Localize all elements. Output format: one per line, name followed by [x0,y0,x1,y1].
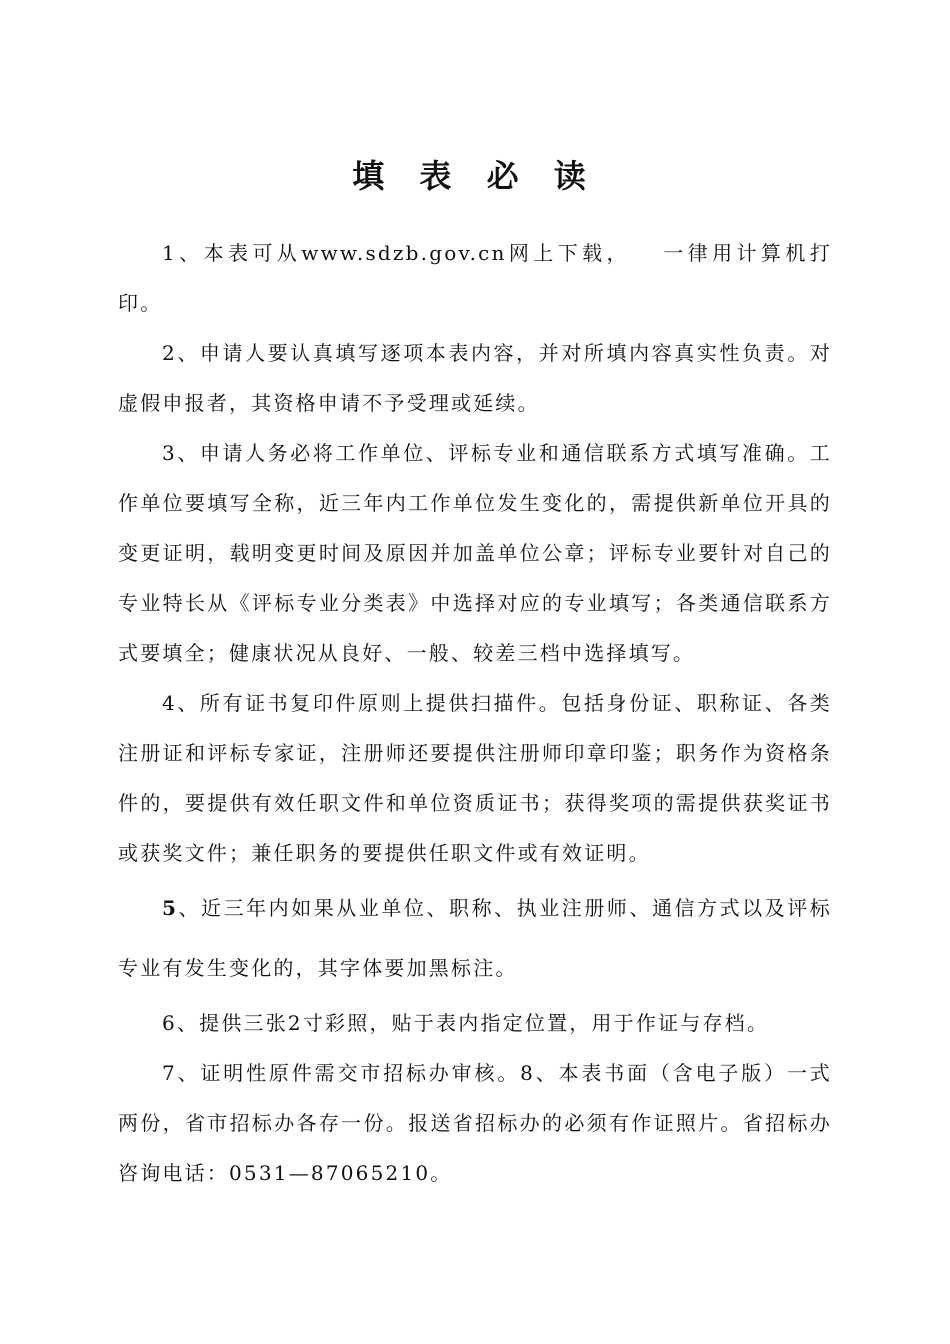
instruction-item-1-text-b: 一律用计算机打印。 [118,241,832,315]
instruction-item-1 [118,228,832,328]
instruction-item-5-text: 、近三年内如果从业单位、职称、执业注册师、通信方式以及评标专业有发生变化的，其字体要加黑标注。 [118,896,832,980]
instruction-item-7: 7、证明性原件需交市招标办审核。8、本表书面（含电子版）一式两份，省市招标办各存一份。报送省招标办的必须有作证照片。省招标办咨询电话：0531—87065210。 [118,1061,832,1185]
instruction-item-4: 4、所有证书复印件原则上提供扫描件。包括身份证、职称证、各类注册证和评标专家证，注册师还要提供注册师印章印鉴；职务作为资格条件的，要提供有效任职文件和单位资质证书；获得奖项的需提供获奖证书或获奖文件；兼任职务的要提供任职文件或有效证明。 [118,691,832,865]
instruction-item-5 [118,878,832,998]
instruction-item-5-number: 5 [162,896,179,920]
instruction-item-6: 6、提供三张2寸彩照，贴于表内指定位置，用于作证与存档。 [162,1011,770,1035]
instruction-item-2: 2、申请人要认真填写逐项本表内容，并对所填内容真实性负责。对虚假申报者，其资格申请不予受理或延续。 [118,341,832,415]
instruction-item-3: 3、申请人务必将工作单位、评标专业和通信联系方式填写准确。工作单位要填写全称，近三年内工作单位发生变化的，需提供新单位开具的变更证明，载明变更时间及原因并加盖单位公章；评标专业要针对自己的专业特长从《评标专业分类表》中选择对应的专业填写；各类通信联系方式要填全；健康状况从良好、一般、较差三档中选择填写。 [118,441,832,665]
page-title: 填 表 必 读 [352,157,598,195]
instructions-body [118,228,832,1198]
instruction-item-1-text-a: 1、本表可从www.sdzb.gov.cn网上下载， [162,241,631,265]
